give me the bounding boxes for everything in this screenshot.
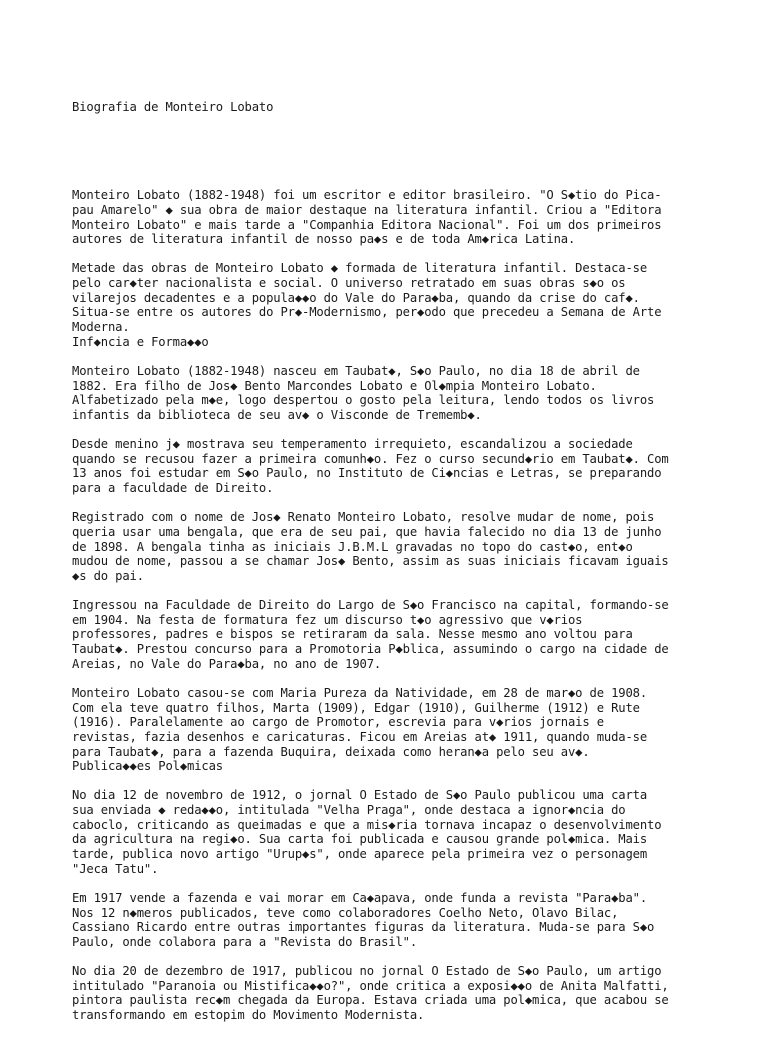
text-line: (1916). Paralelamente ao cargo de Promotor, escrevia para v◆rios jornais e: [72, 715, 604, 730]
spacer: [72, 774, 712, 789]
text-line: Monteiro Lobato casou-se com Maria Pureza da Natividade, em 28 de mar◆o de 1908.: [72, 686, 647, 700]
text-line: professores, padres e bispos se retiraram da sala. Nesse mesmo ano voltou para: [72, 627, 633, 642]
paragraph: [72, 598, 712, 671]
text-line: Monteiro Lobato (1882-1948) nasceu em Taubat◆, S◆o Paulo, no dia 18 de abril de: [72, 363, 640, 378]
paragraph-list: [72, 188, 712, 1023]
text-line: Paulo, onde colabora para a "Revista do Brasil".: [72, 934, 417, 949]
text-line: Inf◆ncia e Forma◆◆o: [72, 334, 209, 349]
text-line: transformando em estopim do Movimento Modernista.: [72, 1008, 425, 1023]
text-line: intitulado "Paranoia ou Mistifica◆◆o?", onde critica a exposi◆◆o de Anita Malfatti,: [72, 978, 669, 993]
text-line: para a faculdade de Direito.: [72, 481, 274, 496]
text-line: Metade das obras de Monteiro Lobato ◆ formada de literatura infantil. Destaca-se: [72, 261, 647, 276]
text-line: Ingressou na Faculdade de Direito do Largo de S◆o Francisco na capital, formando-se: [72, 598, 669, 613]
document-title: Biografia de Monteiro Lobato: [72, 100, 274, 115]
text-line: Cassiano Ricardo entre outras importantes figuras da literatura. Muda-se para S◆o: [72, 920, 655, 935]
text-line: sua enviada ◆ reda◆◆o, intitulada "Velha Praga", onde destaca a ignor◆ncia do: [72, 803, 626, 818]
paragraph: [72, 261, 712, 349]
text-line: Areias, no Vale do Para◆ba, no ano de 1907.: [72, 656, 382, 671]
text-line: 13 anos foi estudar em S◆o Paulo, no Instituto de Ci◆ncias e Letras, se preparando: [72, 466, 662, 481]
text-line: Taubat◆. Prestou concurso para a Promotoria P◆blica, assumindo o cargo na cidade de: [72, 642, 669, 657]
spacer: [72, 950, 712, 965]
text-line: queria usar uma bengala, que era de seu pai, que havia falecido no dia 13 de junho: [72, 524, 662, 539]
text-line: mudou de nome, passou a se chamar Jos◆ Bento, assim as suas iniciais ficavam iguais: [72, 554, 669, 569]
document-body: [72, 71, 712, 1037]
text-line: Publica◆◆es Pol◆micas: [72, 759, 223, 774]
spacer: [72, 584, 712, 599]
text-line: em 1904. Na festa de formatura fez um discurso t◆o agressivo que v◆rios: [72, 612, 583, 627]
paragraph: [72, 964, 712, 1023]
text-line: caboclo, criticando as queimadas e que a mis◆ria tornava incapaz o desenvolvimento: [72, 817, 662, 832]
text-line: autores de literatura infantil de nosso pa◆s e de toda Am◆rica Latina.: [72, 232, 576, 247]
spacer: [72, 349, 712, 364]
text-line: vilarejos decadentes e a popula◆◆o do Vale do Para◆ba, quando da crise do caf◆.: [72, 290, 640, 305]
text-line: pau Amarelo" ◆ sua obra de maior destaque na literatura infantil. Criou a "Editora: [72, 202, 662, 217]
text-line: tarde, publica novo artigo "Urup◆s", onde aparece pela primeira vez o personagem: [72, 847, 647, 862]
text-line: No dia 20 de dezembro de 1917, publicou no jornal O Estado de S◆o Paulo, um artigo: [72, 964, 662, 979]
paragraph: [72, 188, 712, 247]
text-line: 1882. Era filho de Jos◆ Bento Marcondes Lobato e Ol◆mpia Monteiro Lobato.: [72, 378, 597, 393]
text-line: Moderna.: [72, 319, 130, 334]
text-line: Monteiro Lobato (1882-1948) foi um escritor e editor brasileiro. "O S◆tio do Pica-: [72, 188, 662, 203]
text-line: infantis da biblioteca de seu av◆ o Visconde de Trememb◆.: [72, 407, 482, 422]
spacer: [72, 496, 712, 511]
text-line: de 1898. A bengala tinha as iniciais J.B.M.L gravadas no topo do cast◆o, ent◆o: [72, 539, 633, 554]
spacer: [72, 422, 712, 437]
paragraph: [72, 686, 712, 774]
text-line: da agricultura na regi◆o. Sua carta foi publicada e causou grande pol◆mica. Mais: [72, 832, 647, 847]
text-line: ◆s do pai.: [72, 568, 144, 583]
text-line: quando se recusou fazer a primeira comunh◆o. Fez o curso secund◆rio em Taubat◆. Com: [72, 451, 669, 466]
paragraph: [72, 437, 712, 496]
paragraph: [72, 788, 712, 876]
paragraph: [72, 891, 712, 950]
text-line: "Jeca Tatu".: [72, 861, 159, 876]
paragraph: [72, 364, 712, 423]
text-line: para Taubat◆, para a fazenda Buquira, deixada como heran◆a pelo seu av◆.: [72, 744, 590, 759]
text-line: Situa-se entre os autores do Pr◆-Modernismo, per◆odo que precedeu a Semana de Arte: [72, 305, 662, 320]
text-line: revistas, fazia desenhos e caricaturas. Ficou em Areias at◆ 1911, quando muda-se: [72, 729, 647, 744]
text-line: pintora paulista rec◆m chegada da Europa. Estava criada uma pol◆mica, que acabou se: [72, 993, 669, 1008]
text-line: Alfabetizado pela m◆e, logo despertou o gosto pela leitura, lendo todos os livros: [72, 393, 655, 408]
text-line: Monteiro Lobato" e mais tarde a "Companhia Editora Nacional". Foi um dos primeiros: [72, 217, 662, 232]
text-line: pelo car◆ter nacionalista e social. O universo retratado em suas obras s◆o os: [72, 276, 626, 291]
text-line: No dia 12 de novembro de 1912, o jornal O Estado de S◆o Paulo publicou uma carta: [72, 788, 647, 803]
spacer: [72, 144, 712, 159]
text-line: Registrado com o nome de Jos◆ Renato Monteiro Lobato, resolve mudar de nome, pois: [72, 510, 655, 525]
paragraph: [72, 510, 712, 583]
spacer: [72, 876, 712, 891]
spacer: [72, 247, 712, 262]
text-line: Em 1917 vende a fazenda e vai morar em Ca◆apava, onde funda a revista "Para◆ba".: [72, 890, 647, 905]
spacer: [72, 671, 712, 686]
text-line: Nos 12 n◆meros publicados, teve como colaboradores Coelho Neto, Olavo Bilac,: [72, 905, 619, 920]
text-line: Com ela teve quatro filhos, Marta (1909), Edgar (1910), Guilherme (1912) e Rute: [72, 700, 640, 715]
text-line: Desde menino j◆ mostrava seu temperamento irrequieto, escandalizou a sociedade: [72, 437, 633, 452]
